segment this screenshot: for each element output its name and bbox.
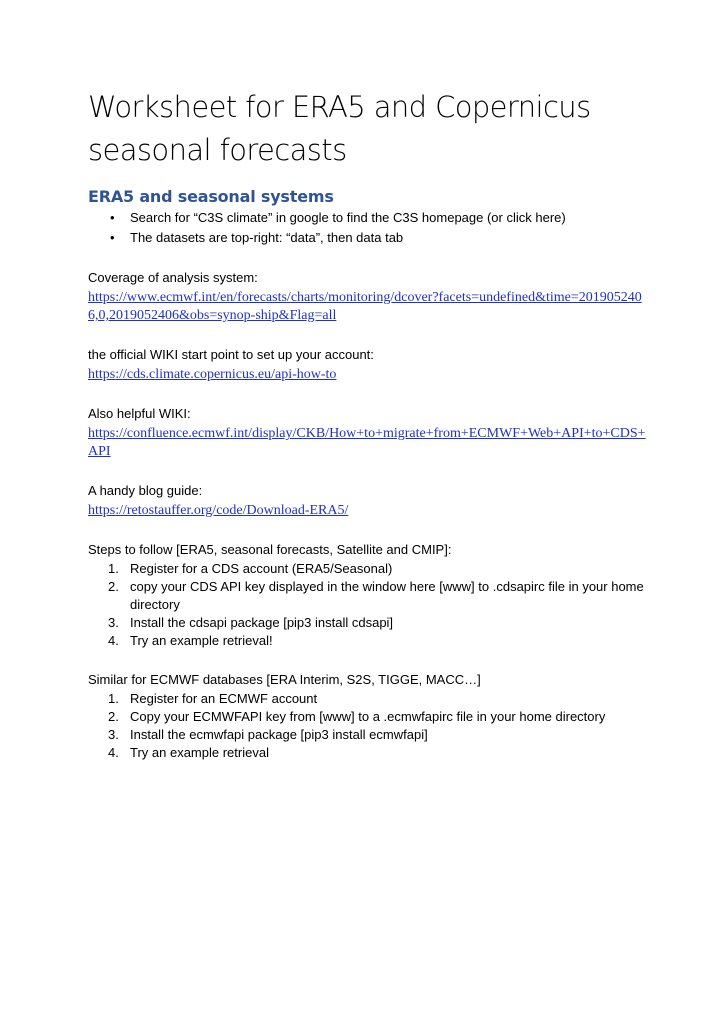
list-item xyxy=(88,560,648,578)
wiki-label: the official WIKI start point to set up your account: xyxy=(88,347,374,362)
list-text: Install the cdsapi package [pip3 install cdsapi] xyxy=(130,615,394,630)
list-item xyxy=(88,726,648,744)
intro-bullet-list xyxy=(88,208,648,248)
bullet-text: The datasets are top-right: “data”, then data tab xyxy=(130,230,404,245)
helpful-wiki-label: Also helpful WIKI: xyxy=(88,406,191,421)
bullet-item xyxy=(88,208,648,228)
list-number: 4. xyxy=(108,633,119,648)
ecmwf-list xyxy=(88,690,648,762)
steps-label: Steps to follow [ERA5, seasonal forecasts, Satellite and CMIP]: xyxy=(88,542,452,557)
list-text: Register for a CDS account (ERA5/Seasonal) xyxy=(130,561,393,576)
coverage-link[interactable]: https://www.ecmwf.int/en/forecasts/charts/monitoring/dcover?facets=undefined&time=2019052406,0,2019052406&obs=synop-ship&Flag=all xyxy=(88,290,642,323)
bullet-icon: • xyxy=(110,210,115,225)
list-number: 3. xyxy=(108,727,119,742)
list-item xyxy=(88,690,648,708)
bullet-text: Search for “C3S climate” in google to find the C3S homepage (or click here) xyxy=(130,210,566,225)
bullet-item xyxy=(88,228,648,248)
steps-list xyxy=(88,560,648,650)
list-number: 3. xyxy=(108,615,119,630)
list-text: Copy your ECMWFAPI key from [www] to a .ecmwfapirc file in your home directory xyxy=(130,709,606,724)
wiki-link[interactable]: https://cds.climate.copernicus.eu/api-how-to xyxy=(88,367,337,382)
blog-link[interactable]: https://retostauffer.org/code/Download-ERA5/ xyxy=(88,503,349,518)
list-item xyxy=(88,614,648,632)
list-item xyxy=(88,632,648,650)
ecmwf-label: Similar for ECMWF databases [ERA Interim, S2S, TIGGE, MACC…] xyxy=(88,672,481,687)
page-title: Worksheet for ERA5 and Copernicus seasonal forecasts xyxy=(88,90,591,167)
section-heading: ERA5 and seasonal systems xyxy=(88,187,334,206)
list-number: 4. xyxy=(108,745,119,760)
list-text: Install the ecmwfapi package [pip3 install ecmwfapi] xyxy=(130,727,428,742)
list-text: Try an example retrieval! xyxy=(130,633,273,648)
list-number: 2. xyxy=(108,579,119,594)
coverage-label: Coverage of analysis system: xyxy=(88,270,258,285)
helpful-wiki-link[interactable]: https://confluence.ecmwf.int/display/CKB/How+to+migrate+from+ECMWF+Web+API+to+CDS+API xyxy=(88,426,646,459)
list-number: 1. xyxy=(108,691,119,706)
list-item xyxy=(88,708,648,726)
document-page xyxy=(88,86,648,762)
list-text: Register for an ECMWF account xyxy=(130,691,318,706)
list-text: Try an example retrieval xyxy=(130,745,269,760)
list-text: copy your CDS API key displayed in the window here [www] to .cdsapirc file in your home directory xyxy=(130,579,644,612)
bullet-icon: • xyxy=(110,230,115,245)
blog-label: A handy blog guide: xyxy=(88,483,203,498)
list-item xyxy=(88,578,648,614)
list-number: 2. xyxy=(108,709,119,724)
list-item xyxy=(88,744,648,762)
list-number: 1. xyxy=(108,561,119,576)
